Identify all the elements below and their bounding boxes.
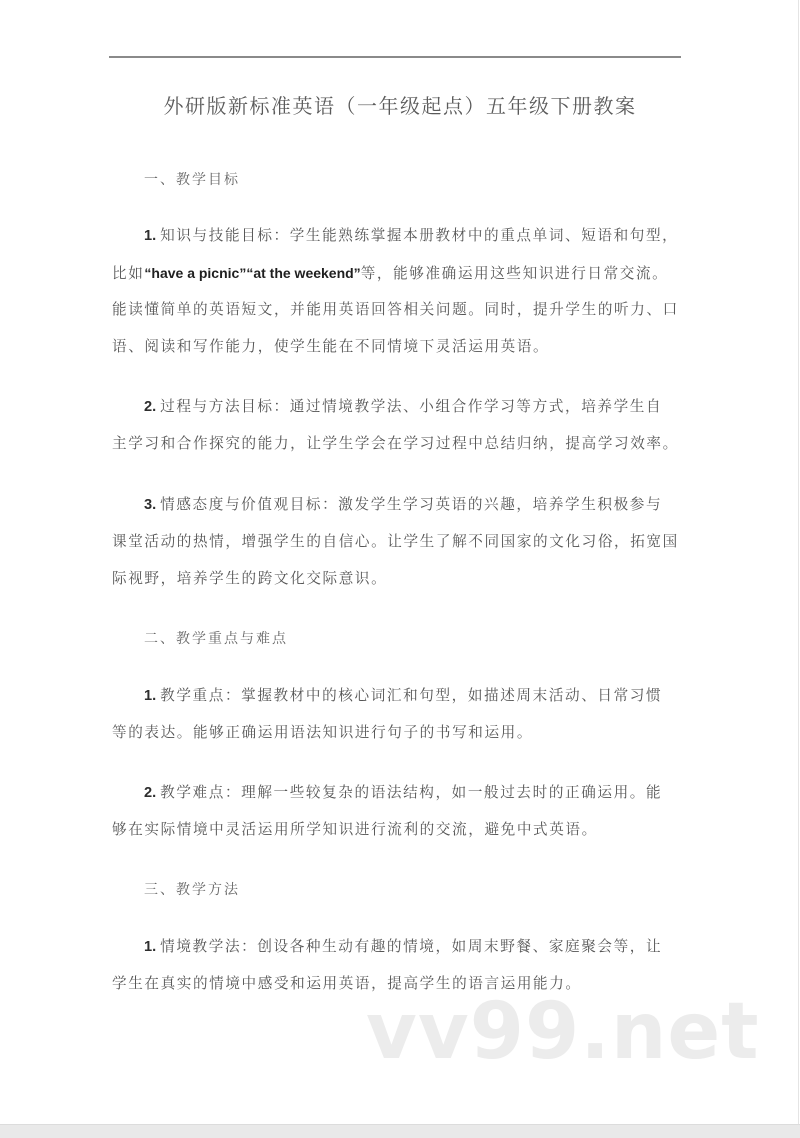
- paragraph-line: [144, 783, 662, 803]
- line-text: 教学难点：理解一些较复杂的语法结构，如一般过去时的正确运用。能: [160, 784, 663, 801]
- paragraph-line: [144, 495, 662, 515]
- paragraph-line: 主学习和合作探究的能力，让学生学会在学习过程中总结归纳，提高学习效率。: [112, 435, 679, 452]
- line-text: 比如: [112, 265, 145, 282]
- paragraph-line: 能读懂简单的英语短文，并能用英语回答相关问题。同时，提升学生的听力、口: [112, 301, 679, 318]
- line-text: 过程与方法目标：通过情境教学法、小组合作学习等方式，培养学生自: [160, 398, 663, 415]
- paragraph-line: 等的表达。能够正确运用语法知识进行句子的书写和运用。: [112, 724, 534, 741]
- paragraph-line: 课堂活动的热情，增强学生的自信心。让学生了解不同国家的文化习俗，拓宽国: [112, 533, 679, 550]
- item-number: 1.: [144, 228, 157, 244]
- item-number: 1.: [144, 688, 157, 704]
- paragraph-line: [144, 226, 678, 246]
- section-heading-objectives: 一、教学目标: [144, 172, 240, 188]
- item-number: 1.: [144, 939, 157, 955]
- line-text: 等，能够准确运用这些知识进行日常交流。: [360, 265, 669, 282]
- paragraph-line: 学生在真实的情境中感受和运用英语，提高学生的语言运用能力。: [112, 975, 582, 992]
- item-number: 2.: [144, 785, 157, 801]
- paragraph-line: 际视野，培养学生的跨文化交际意识。: [112, 570, 388, 587]
- header-rule: [109, 56, 681, 58]
- paragraph-line: 够在实际情境中灵活运用所学知识进行流利的交流，避免中式英语。: [112, 821, 598, 838]
- paragraph-line: [144, 937, 662, 957]
- line-text: 情境教学法：创设各种生动有趣的情境，如周末野餐、家庭聚会等，让: [160, 938, 663, 955]
- paragraph-line: [144, 397, 662, 417]
- document-title: 外研版新标准英语（一年级起点）五年级下册教案: [163, 94, 637, 118]
- watermark: vv99.net: [366, 987, 760, 1077]
- paragraph-line: [144, 686, 662, 706]
- line-text: 教学重点：掌握教材中的核心词汇和句型，如描述周末活动、日常习惯: [160, 687, 663, 704]
- section-heading-methods: 三、教学方法: [144, 882, 240, 898]
- line-text: 知识与技能目标：学生能熟练掌握本册教材中的重点单词、短语和句型，: [160, 227, 679, 244]
- english-phrases: “have a picnic”“at the weekend”: [144, 265, 361, 281]
- paragraph-line: 语、阅读和写作能力，使学生能在不同情境下灵活运用英语。: [112, 338, 550, 355]
- item-number: 2.: [144, 399, 157, 415]
- section-heading-key-points: 二、教学重点与难点: [144, 631, 288, 647]
- paragraph-line: [112, 263, 668, 283]
- page-bottom-edge: [0, 1124, 800, 1138]
- line-text: 情感态度与价值观目标：激发学生学习英语的兴趣，培养学生积极参与: [160, 496, 663, 513]
- item-number: 3.: [144, 497, 157, 513]
